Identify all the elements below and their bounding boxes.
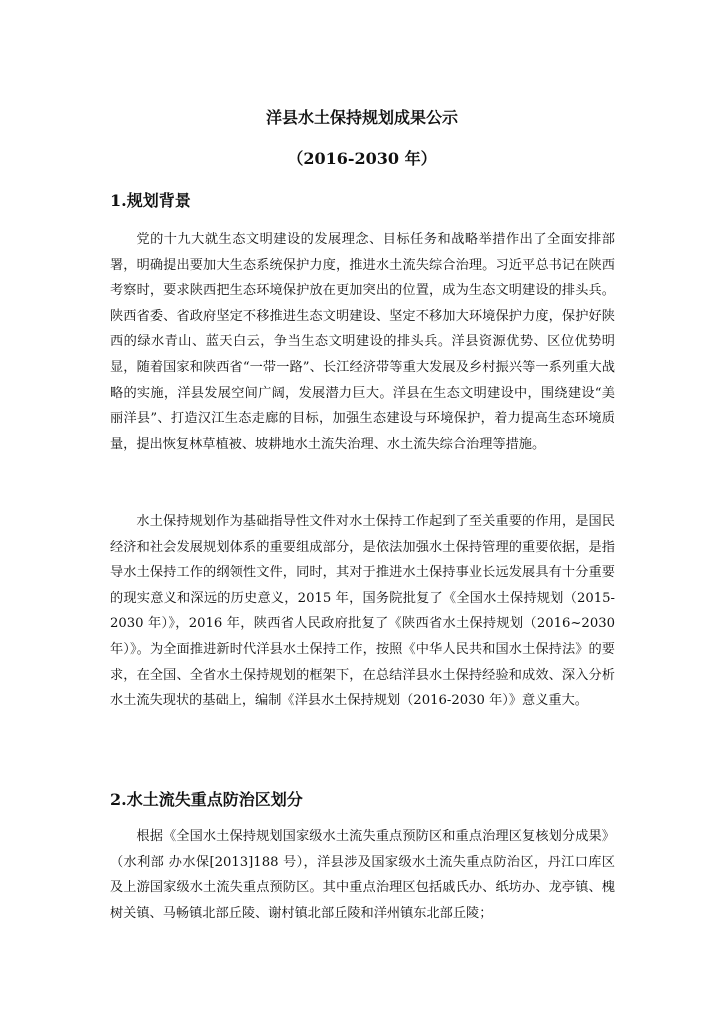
document-subtitle: （2016-2030 年） <box>287 149 437 168</box>
paragraph-background-1: 党的十九大就生态文明建设的发展理念、目标任务和战略举措作出了全面安排部署，明确提出要加大生态系统保护力度，推进水土流失综合治理。习近平总书记在陕西考察时，要求陕西把生态环境保护放在更加突出的位置，成为生态文明建设的排头兵。陕西省委、省政府坚定不移推进生态文明建设、坚定不移加大环境保护力度，保护好陕西的绿水青山、蓝天白云，争当生态文明建设的排头兵。洋县资源优势、区位优势明显，随着国家和陕西省“一带一路”、长江经济带等重大发展及乡村振兴等一系列重大战略的实施，洋县发展空间广阔，发展潜力巨大。洋县在生态文明建设中，围绕建设“美丽洋县”、打造汉江生态走廊的目标，加强生态建设与环境保护，着力提高生态环境质量，提出恢复林草植被、坡耕地水土流失治理、水土流失综合治理等措施。 <box>110 232 615 452</box>
paragraph-prevention-zones-1: 根据《全国水土保持规划国家级水土流失重点预防区和重点治理区复核划分成果》（水利部 办水保[2013]188 号），洋县涉及国家级水土流失重点防治区，丹江口库区及上游国家级水土流失重点预防区。其中重点治理区包括戚氏办、纸坊办、龙亭镇、槐树关镇、马畅镇北部丘陵、谢村镇北部丘陵和洋州镇东北部丘陵； <box>110 829 615 921</box>
section-heading-prevention-zones: 2.水土流失重点防治区划分 <box>110 790 303 809</box>
paragraph-background-2: 水土保持规划作为基础指导性文件对水土保持工作起到了至关重要的作用，是国民经济和社会发展规划体系的重要组成部分，是依法加强水土保持管理的重要依据，是指导水土保持工作的纲领性文件，同时，其对于推进水土保持事业长远发展具有十分重要的现实意义和深远的历史意义，2015 年，国务院批复了《全国水土保持规划（2015-2030 年）》，2016 年，陕西省人民政府批复了《陕西省水土保持规划（2016~2030 年）》。为全面推进新时代洋县水土保持工作，按照《中华人民共和国水土保持法》的要求，在全国、全省水土保持规划的框架下，在总结洋县水土保持经验和成效、深入分析水土流失现状的基础上，编制《洋县水土保持规划（2016-2030 年）》意义重大。 <box>110 514 615 709</box>
document-title: 洋县水土保持规划成果公示 <box>265 108 458 127</box>
section-heading-background: 1.规划背景 <box>110 191 191 210</box>
